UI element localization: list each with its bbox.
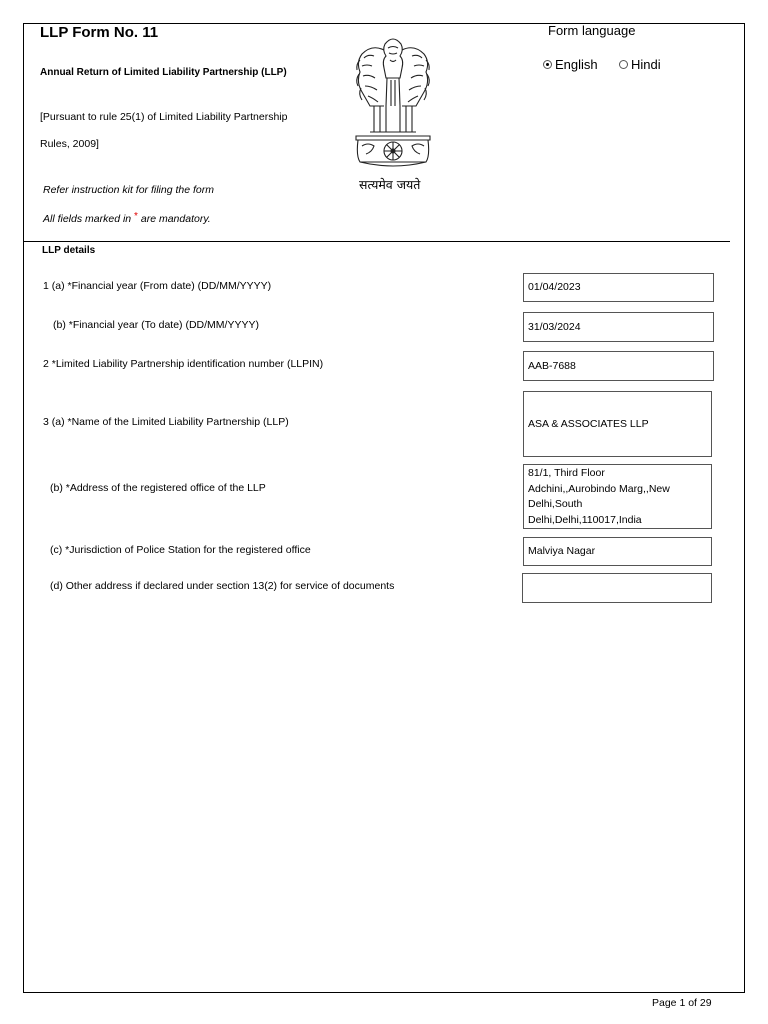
- instruction-kit-note: Refer instruction kit for filing the form: [43, 184, 214, 196]
- police-station-label: (c) *Jurisdiction of Police Station for the registered office: [50, 544, 311, 556]
- mandatory-note-suffix: are mandatory.: [137, 213, 211, 225]
- radio-checked-icon[interactable]: [543, 60, 552, 69]
- address-line: Delhi,South: [528, 498, 583, 510]
- llp-name-label: 3 (a) *Name of the Limited Liability Partnership (LLP): [43, 416, 289, 428]
- fy-from-label: 1 (a) *Financial year (From date) (DD/MM/YYYY): [43, 280, 272, 292]
- pursuant-rule-line-1: [Pursuant to rule 25(1) of Limited Liability Partnership: [40, 111, 288, 123]
- form-subtitle: Annual Return of Limited Liability Partnership (LLP): [40, 67, 287, 78]
- mandatory-fields-note: [43, 211, 211, 225]
- fy-to-label: (b) *Financial year (To date) (DD/MM/YYYY): [53, 319, 259, 331]
- mandatory-note-prefix: All fields marked in: [43, 213, 135, 225]
- llpin-label: 2 *Limited Liability Partnership identification number (LLPIN): [43, 358, 324, 370]
- address-line: Delhi,Delhi,110017,India: [528, 513, 642, 526]
- other-address-label: (d) Other address if declared under section 13(2) for service of documents: [50, 580, 395, 592]
- address-line: 81/1, Third Floor: [528, 467, 605, 479]
- header-divider: [24, 241, 730, 242]
- ashoka-emblem-icon: [348, 30, 438, 178]
- required-star: *: [134, 211, 138, 222]
- form-title: LLP Form No. 11: [40, 24, 159, 41]
- registered-address-label: (b) *Address of the registered office of the LLP: [50, 482, 266, 494]
- llpin-field[interactable]: AAB-7688: [523, 351, 714, 381]
- language-option-label: Hindi: [631, 57, 661, 72]
- pursuant-rule-line-2: Rules, 2009]: [40, 138, 99, 150]
- language-option-label: English: [555, 57, 598, 72]
- registered-address-field[interactable]: [523, 464, 712, 529]
- language-option-english[interactable]: [543, 57, 598, 72]
- section-title-llp-details: LLP details: [42, 245, 96, 256]
- police-station-field[interactable]: Malviya Nagar: [523, 537, 712, 566]
- language-option-hindi[interactable]: [619, 57, 661, 72]
- form-language-label: Form language: [548, 23, 636, 38]
- llp-name-field[interactable]: ASA & ASSOCIATES LLP: [523, 391, 712, 457]
- other-address-field[interactable]: [522, 573, 712, 603]
- fy-from-field[interactable]: 01/04/2023: [523, 273, 714, 302]
- address-line: Adchini,,Aurobindo Marg,,New: [528, 482, 670, 495]
- emblem-motto: सत्यमेव जयते: [359, 177, 421, 192]
- fy-to-field[interactable]: 31/03/2024: [523, 312, 714, 342]
- page-number: Page 1 of 29: [652, 997, 712, 1009]
- radio-unchecked-icon[interactable]: [619, 60, 628, 69]
